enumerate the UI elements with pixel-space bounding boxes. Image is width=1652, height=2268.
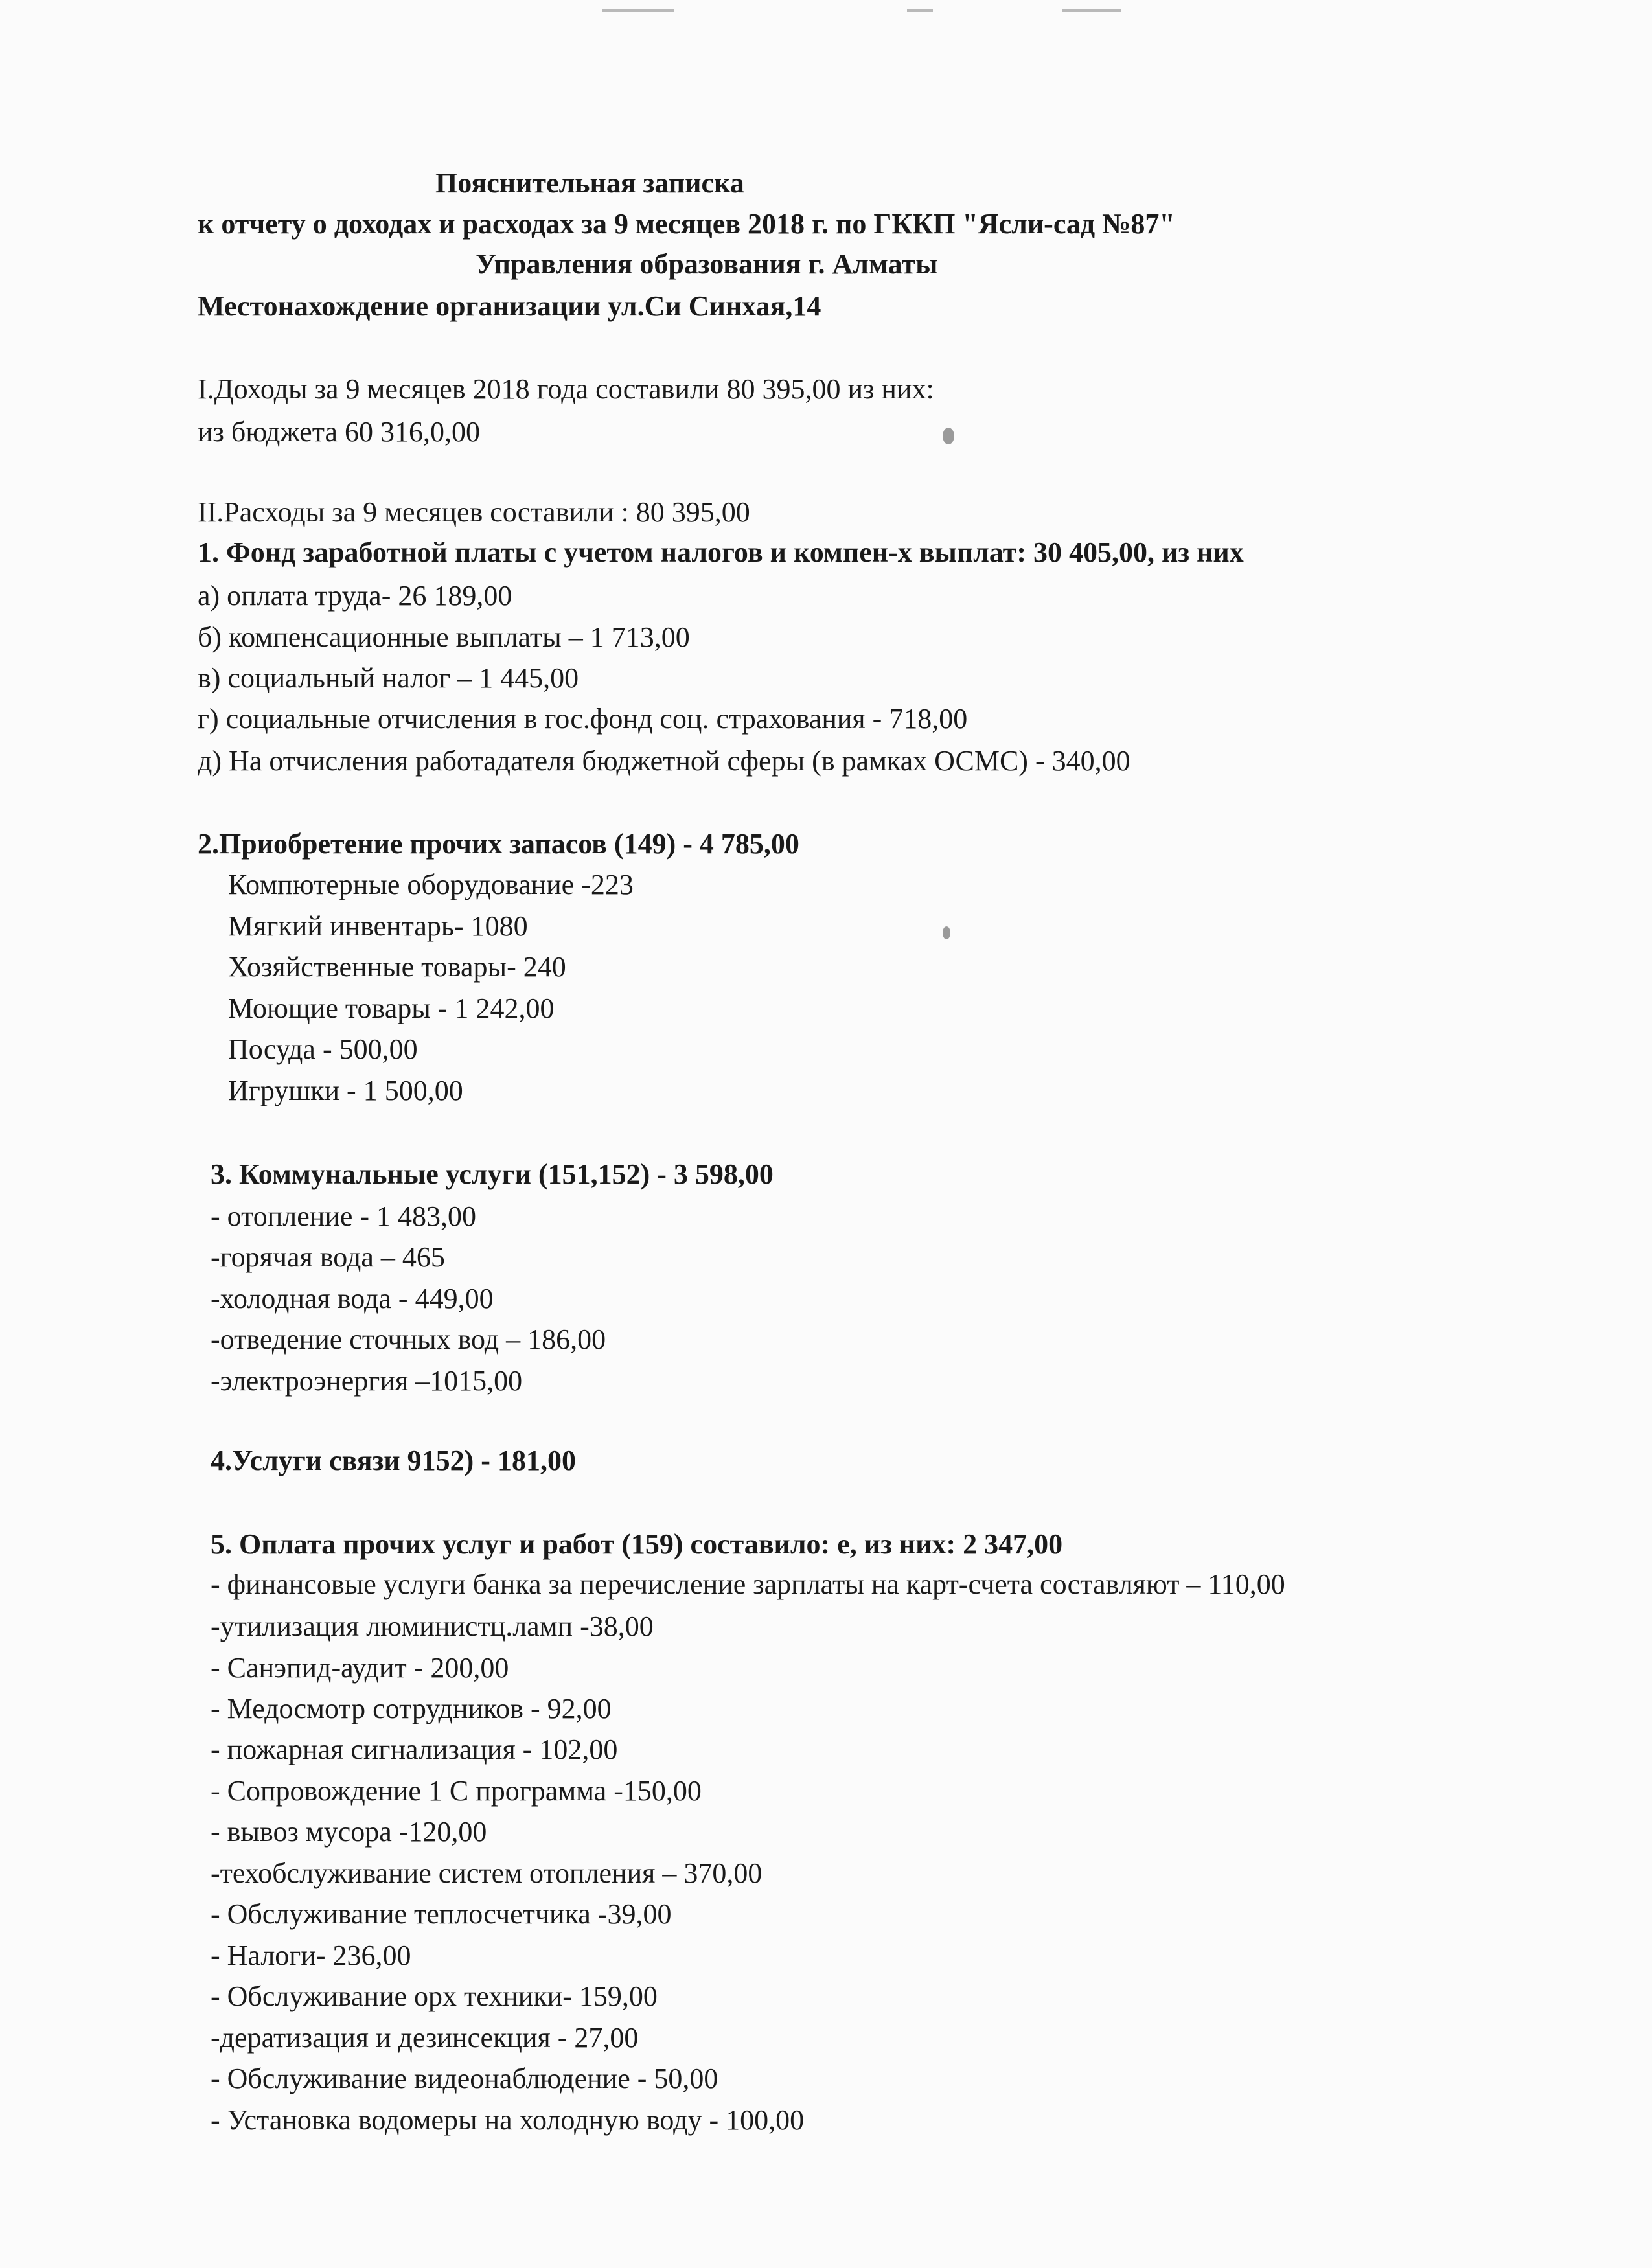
section5-item: - вывоз мусора -120,00	[211, 1816, 487, 1848]
location-line: Местонахождение организации ул.Си Синхая,14	[198, 290, 821, 322]
section2-item: Мягкий инвентарь- 1080	[228, 910, 528, 942]
section5-item: -техобслуживание систем отопления – 370,00	[211, 1857, 763, 1889]
section3-heading: 3. Коммунальные услуги (151,152) - 3 598,00	[211, 1158, 774, 1190]
section5-item: - Сопровождение 1 С программа -150,00	[211, 1775, 702, 1807]
section2-item: Моющие товары - 1 242,00	[228, 992, 555, 1024]
section2-item: Игрушки - 1 500,00	[228, 1075, 463, 1106]
section1-heading: 1. Фонд заработной платы с учетом налогов и компен-х выплат: 30 405,00, из них	[198, 536, 1244, 568]
section5-heading: 5. Оплата прочих услуг и работ (159) составило: е, из них: 2 347,00	[211, 1528, 1063, 1560]
section5-item: - Медосмотр сотрудников - 92,00	[211, 1693, 612, 1724]
section3-item: -горячая вода – 465	[211, 1241, 445, 1273]
scan-edge-mark	[907, 9, 933, 12]
section5-item: -дератизация и дезинсекция - 27,00	[211, 2022, 639, 2054]
expenses-total: II.Расходы за 9 месяцев составили : 80 395,00	[198, 496, 750, 528]
section3-item: - отопление - 1 483,00	[211, 1200, 477, 1232]
section4-heading: 4.Услуги связи 9152) - 181,00	[211, 1445, 576, 1476]
section3-item: -холодная вода - 449,00	[211, 1283, 494, 1314]
document-subtitle: к отчету о доходах и расходах за 9 месяцев 2018 г. по ГККП "Ясли-сад №87"	[198, 208, 1175, 240]
income-budget: из бюджета 60 316,0,00	[198, 416, 480, 448]
section2-item: Хозяйственные товары- 240	[228, 951, 566, 983]
section3-item: -электроэнергия –1015,00	[211, 1365, 523, 1397]
section2-item: Посуда - 500,00	[228, 1033, 418, 1065]
section5-item: - Обслуживание орх техники- 159,00	[211, 1980, 658, 2012]
section5-item: - Обслуживание видеонаблюдение - 50,00	[211, 2063, 718, 2094]
section5-item: - Налоги- 236,00	[211, 1940, 411, 1971]
section5-item: - Установка водомеры на холодную воду - 100,00	[211, 2104, 805, 2136]
section1-item: д) На отчисления работадателя бюджетной сферы (в рамках ОСМС) - 340,00	[198, 745, 1130, 777]
scan-edge-mark	[602, 9, 674, 12]
section5-item: - финансовые услуги банка за перечисление зарплаты на карт-счета составляют – 110,00	[211, 1568, 1285, 1600]
section1-item: г) социальные отчисления в гос.фонд соц. страхования - 718,00	[198, 703, 968, 735]
document-title: Пояснительная записка	[435, 167, 744, 199]
income-total: I.Доходы за 9 месяцев 2018 года составили 80 395,00 из них:	[198, 373, 934, 405]
section5-item: - Санэпид-аудит - 200,00	[211, 1652, 509, 1684]
scan-speck	[943, 926, 950, 939]
section5-item: - Обслуживание теплосчетчика -39,00	[211, 1898, 672, 1930]
section1-item: в) социальный налог – 1 445,00	[198, 662, 579, 694]
section1-item: а) оплата труда- 26 189,00	[198, 580, 512, 612]
section5-item: -утилизация люминистц.ламп -38,00	[211, 1610, 654, 1642]
scan-edge-mark	[1062, 9, 1121, 12]
department-line: Управления образования г. Алматы	[476, 248, 938, 280]
scan-speck	[943, 428, 954, 444]
section2-heading: 2.Приобретение прочих запасов (149) - 4 785,00	[198, 828, 799, 860]
section3-item: -отведение сточных вод – 186,00	[211, 1323, 606, 1355]
section5-item: - пожарная сигнализация - 102,00	[211, 1734, 618, 1765]
section1-item: б) компенсационные выплаты – 1 713,00	[198, 621, 690, 653]
section2-item: Компютерные оборудование -223	[228, 869, 634, 900]
